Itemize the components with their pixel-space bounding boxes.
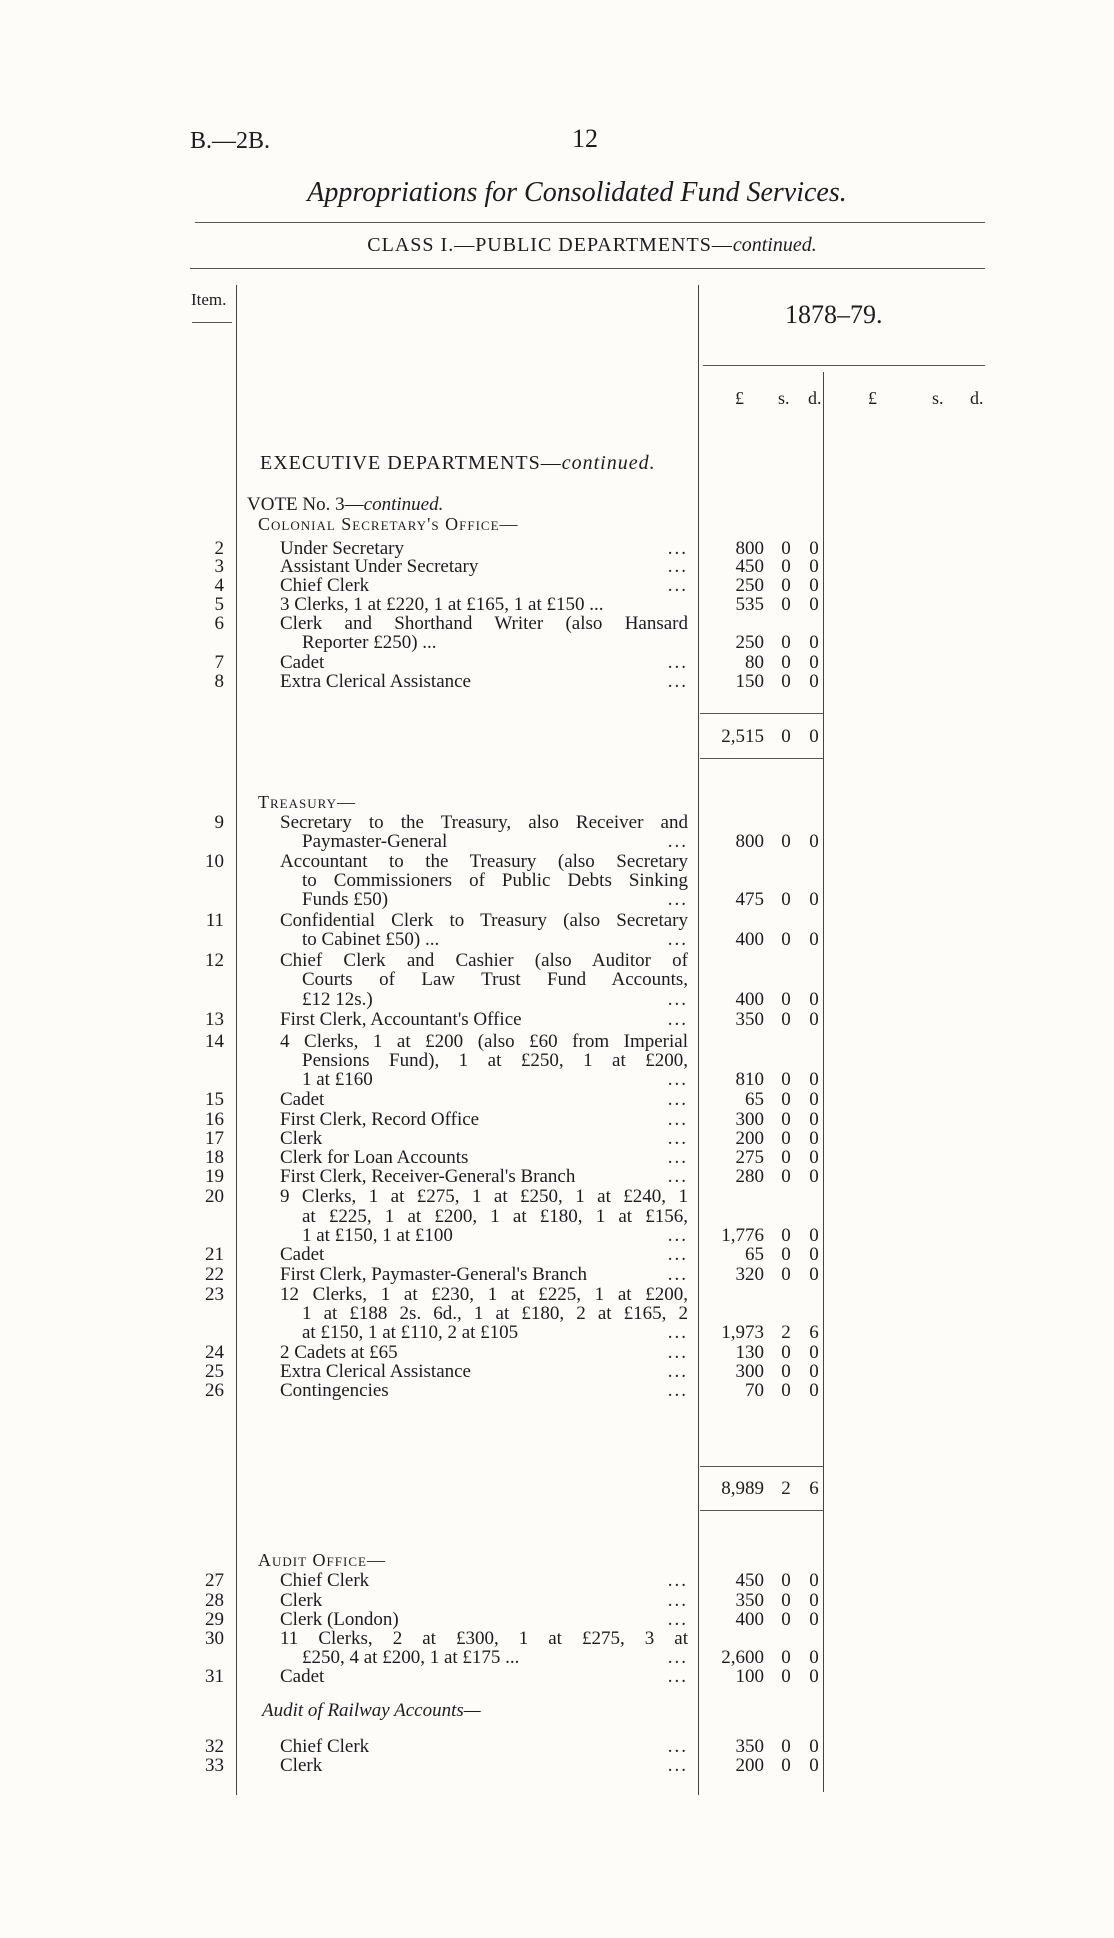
amount-pence: 0 [809,538,819,559]
item-description: Chief Clerk [280,1736,370,1757]
amount-pounds: 350 [735,1590,764,1611]
amount-pence: 0 [809,1128,819,1149]
amount-pence: 0 [809,1590,819,1611]
item-number: 28 [205,1590,224,1611]
amount-pence: 0 [809,575,819,596]
leader-dots: ... [667,1570,688,1591]
item-description: Clerk [280,1128,323,1149]
pounds-header: £ [735,388,744,408]
amount-pence: 0 [809,632,819,653]
amount-shillings: 0 [781,1361,791,1382]
item-number: 3 [214,556,224,577]
item-description: 12 Clerks, 1 at £230, 1 at £225, 1 at £200, [280,1284,688,1305]
item-description: Cadet [280,652,325,673]
amount-shillings: 0 [781,1647,791,1668]
item-description: Chief Clerk [280,575,370,596]
pence-header-2: d. [970,388,984,408]
leader-dots: ... [667,989,688,1010]
year-heading: 1878–79. [785,300,883,329]
amount-shillings: 0 [781,1755,791,1776]
item-description: Cadet [280,1244,325,1265]
amount-pounds: 800 [735,538,764,559]
table-row [0,1284,1114,1305]
amount-shillings: 0 [781,1666,791,1687]
item-number: 20 [205,1186,224,1207]
table-row [0,889,1114,910]
page-number: 12 [572,124,598,153]
class-title-suffix: continued. [732,234,817,256]
amount-pounds: 70 [745,1380,764,1401]
item-number: 33 [205,1755,224,1776]
table-row [0,1609,1114,1630]
amount-shillings: 0 [781,1069,791,1090]
shillings-header-2: s. [932,388,944,408]
leader-dots: ... [667,671,688,692]
section-title [260,452,656,475]
item-description: Chief Clerk and Cashier (also Auditor of [280,950,688,971]
table-row [0,1342,1114,1363]
table-row [0,950,1114,971]
amount-pounds: 450 [735,556,764,577]
treasury-subtotal-pounds: 8,989 [721,1478,764,1499]
amount-pounds: 1,973 [721,1322,764,1343]
table-row [0,1109,1114,1130]
class-heading [0,234,1114,257]
leader-dots: ... [667,538,688,559]
amount-pence: 6 [809,1322,819,1343]
amount-pounds: 300 [735,1109,764,1130]
year-rule [703,365,985,366]
item-number: 22 [205,1264,224,1285]
item-number: 23 [205,1284,224,1305]
table-row [0,1647,1114,1668]
amount-pence: 0 [809,1147,819,1168]
leader-dots: ... [667,1128,688,1149]
amount-pence: 0 [809,1225,819,1246]
amount-pounds: 350 [735,1736,764,1757]
amount-pounds: 200 [735,1755,764,1776]
class-rule [190,268,985,269]
table-row [0,1206,1114,1227]
amount-pounds: 1,776 [721,1225,764,1246]
table-row [0,870,1114,891]
item-description: Assistant Under Secretary [280,556,479,577]
amount-pounds: 65 [745,1089,764,1110]
item-description: 3 Clerks, 1 at £220, 1 at £165, 1 at £150 ... [280,594,604,615]
amount-pounds: 350 [735,1009,764,1030]
amount-pence: 0 [809,1166,819,1187]
table-row [0,632,1114,653]
amount-pence: 0 [809,1361,819,1382]
amount-pence: 0 [809,1069,819,1090]
table-row [0,989,1114,1010]
table-row [0,652,1114,673]
amount-shillings: 0 [781,1109,791,1130]
table-row [0,831,1114,852]
table-row [0,1570,1114,1591]
vote-title [247,494,443,516]
amount-pence: 0 [809,1647,819,1668]
leader-dots: ... [667,1361,688,1382]
colonial-subtotal-pence: 0 [809,726,819,747]
leader-dots: ... [667,1380,688,1401]
item-number: 27 [205,1570,224,1591]
item-number: 32 [205,1736,224,1757]
table-row [0,1322,1114,1343]
item-number: 19 [205,1166,224,1187]
amount-shillings: 0 [781,1128,791,1149]
item-number: 12 [205,950,224,971]
item-number: 14 [205,1031,224,1052]
colonial-subtotal-rule-bottom [700,758,823,759]
amount-pounds: 400 [735,929,764,950]
item-number: 13 [205,1009,224,1030]
treasury-subtotal-rule-bottom [700,1510,823,1511]
table-row [0,1590,1114,1611]
leader-dots: ... [667,1736,688,1757]
amount-pence: 0 [809,556,819,577]
table-row [0,1244,1114,1265]
table-row [0,556,1114,577]
table-row [0,969,1114,990]
item-description: at £150, 1 at £110, 2 at £105 [302,1322,519,1343]
amount-shillings: 0 [781,1380,791,1401]
item-description: Cadet [280,1089,325,1110]
item-description: 4 Clerks, 1 at £200 (also £60 from Imperial [280,1031,688,1052]
item-description: Chief Clerk [280,1570,370,1591]
item-number: 7 [214,652,224,673]
table-row [0,1031,1114,1052]
amount-pounds: 535 [735,594,764,615]
leader-dots: ... [667,929,688,950]
amount-pence: 0 [809,1342,819,1363]
amount-pounds: 150 [735,671,764,692]
leader-dots: ... [667,1225,688,1246]
item-header-underline [192,322,232,323]
title-rule [195,222,985,223]
item-number: 21 [205,1244,224,1265]
amount-pence: 0 [809,1089,819,1110]
item-description: £250, 4 at £200, 1 at £175 ... [302,1647,520,1668]
amount-pence: 0 [809,594,819,615]
amount-shillings: 0 [781,1264,791,1285]
amount-pounds: 100 [735,1666,764,1687]
amount-shillings: 2 [781,1322,791,1343]
amount-shillings: 0 [781,1342,791,1363]
table-row [0,1736,1114,1757]
table-row [0,671,1114,692]
colonial-office-heading: Colonial Secretary's Office— [258,514,519,534]
amount-shillings: 0 [781,1147,791,1168]
item-number: 31 [205,1666,224,1687]
item-description: 9 Clerks, 1 at £275, 1 at £250, 1 at £240, 1 [280,1186,688,1207]
item-description: 1 at £188 2s. 6d., 1 at £180, 2 at £165, 2 [302,1303,688,1324]
item-description: First Clerk, Paymaster-General's Branch [280,1264,587,1285]
table-row [0,1186,1114,1207]
treasury-heading: Treasury— [258,792,356,812]
amount-pounds: 800 [735,831,764,852]
amount-pounds: 2,600 [721,1647,764,1668]
leader-dots: ... [667,1322,688,1343]
amount-pence: 0 [809,1570,819,1591]
item-number: 29 [205,1609,224,1630]
railway-audit-heading: Audit of Railway Accounts— [262,1700,481,1721]
item-description: Extra Clerical Assistance [280,1361,471,1382]
table-row [0,1050,1114,1071]
amount-shillings: 0 [781,889,791,910]
amount-shillings: 0 [781,1570,791,1591]
leader-dots: ... [667,831,688,852]
amount-shillings: 0 [781,556,791,577]
table-row [0,1303,1114,1324]
item-number: 15 [205,1089,224,1110]
table-row [0,1166,1114,1187]
amount-shillings: 0 [781,1225,791,1246]
shillings-header: s. [778,388,790,408]
item-description: Paymaster-General [302,831,448,852]
treasury-subtotal-rule-top [700,1466,823,1467]
amount-pounds: 810 [735,1069,764,1090]
item-description: at £225, 1 at £200, 1 at £180, 1 at £156, [302,1206,688,1227]
amount-pounds: 475 [735,889,764,910]
amount-shillings: 0 [781,671,791,692]
amount-pence: 0 [809,889,819,910]
amount-pence: 0 [809,1109,819,1130]
item-description: First Clerk, Receiver-General's Branch [280,1166,576,1187]
table-row [0,1755,1114,1776]
item-number: 6 [214,613,224,634]
amount-pounds: 250 [735,632,764,653]
item-description: Accountant to the Treasury (also Secretary [280,851,688,872]
item-description: Extra Clerical Assistance [280,671,471,692]
leader-dots: ... [667,1342,688,1363]
section-title-suffix: continued. [561,452,656,474]
pounds-header-2: £ [868,388,877,408]
leader-dots: ... [667,1069,688,1090]
leader-dots: ... [667,1609,688,1630]
item-number: 25 [205,1361,224,1382]
amount-pounds: 80 [745,652,764,673]
table-row [0,1628,1114,1649]
item-description: Funds £50) [302,889,389,910]
item-number: 18 [205,1147,224,1168]
amount-shillings: 0 [781,831,791,852]
item-number: 9 [214,812,224,833]
amount-pence: 0 [809,1755,819,1776]
table-row [0,613,1114,634]
leader-dots: ... [667,1264,688,1285]
amount-shillings: 0 [781,1244,791,1265]
colonial-subtotal-shillings: 0 [781,726,791,747]
amount-shillings: 0 [781,594,791,615]
item-description: First Clerk, Record Office [280,1109,480,1130]
item-description: Reporter £250) ... [302,632,437,653]
item-description: Secretary to the Treasury, also Receiver and [280,812,688,833]
item-description: Under Secretary [280,538,404,559]
treasury-subtotal-shillings: 2 [781,1478,791,1499]
leader-dots: ... [667,1590,688,1611]
item-description: Pensions Fund), 1 at £250, 1 at £200, [302,1050,688,1071]
leader-dots: ... [667,1647,688,1668]
item-description: Clerk [280,1590,323,1611]
amount-shillings: 0 [781,1089,791,1110]
amount-pounds: 65 [745,1244,764,1265]
item-description: 2 Cadets at £65 [280,1342,398,1363]
amount-shillings: 0 [781,1590,791,1611]
table-row [0,812,1114,833]
item-description: 11 Clerks, 2 at £300, 1 at £275, 3 at [280,1628,688,1649]
amount-pounds: 400 [735,1609,764,1630]
leader-dots: ... [667,1666,688,1687]
item-description: First Clerk, Accountant's Office [280,1009,522,1030]
amount-shillings: 0 [781,1009,791,1030]
amount-pence: 0 [809,929,819,950]
amount-shillings: 0 [781,1609,791,1630]
item-description: 1 at £160 [302,1069,373,1090]
item-number: 17 [205,1128,224,1149]
amount-shillings: 0 [781,575,791,596]
page-title: Appropriations for Consolidated Fund Services. [307,177,847,208]
table-row [0,851,1114,872]
leader-dots: ... [667,1755,688,1776]
item-description: Clerk and Shorthand Writer (also Hansard [280,613,688,634]
item-description: Confidential Clerk to Treasury (also Secretary [280,910,688,931]
item-number: 16 [205,1109,224,1130]
item-column-header: Item. [191,290,227,309]
item-number: 8 [214,671,224,692]
table-row [0,1089,1114,1110]
leader-dots: ... [667,1089,688,1110]
amount-shillings: 0 [781,929,791,950]
amount-shillings: 0 [781,538,791,559]
class-title: CLASS I.—PUBLIC DEPARTMENTS— [367,234,733,256]
item-number: 26 [205,1380,224,1401]
item-number: 24 [205,1342,224,1363]
table-row [0,1264,1114,1285]
amount-pounds: 130 [735,1342,764,1363]
table-row [0,1666,1114,1687]
amount-shillings: 0 [781,1166,791,1187]
colonial-subtotal-pounds: 2,515 [721,726,764,747]
amount-pounds: 450 [735,1570,764,1591]
item-number: 30 [205,1628,224,1649]
item-description: Clerk for Loan Accounts [280,1147,469,1168]
leader-dots: ... [667,556,688,577]
item-description: Clerk [280,1755,323,1776]
table-row [0,1128,1114,1149]
item-description: Contingencies [280,1380,389,1401]
item-description: 1 at £150, 1 at £100 [302,1225,453,1246]
vote-title-text: VOTE No. 3— [247,494,364,515]
amount-pence: 0 [809,1736,819,1757]
amount-pence: 0 [809,1380,819,1401]
amount-pounds: 275 [735,1147,764,1168]
leader-dots: ... [667,652,688,673]
amount-pounds: 320 [735,1264,764,1285]
colonial-subtotal-rule-top [700,713,823,714]
leader-dots: ... [667,575,688,596]
amount-pence: 0 [809,989,819,1010]
item-description: to Commissioners of Public Debts Sinking [302,870,688,891]
amount-pounds: 280 [735,1166,764,1187]
item-number: 11 [205,910,224,931]
item-number: 4 [214,575,224,596]
leader-dots: ... [667,889,688,910]
item-number: 5 [214,594,224,615]
amount-pounds: 200 [735,1128,764,1149]
document-reference: B.—2B. [190,128,271,154]
amount-pounds: 400 [735,989,764,1010]
amount-shillings: 0 [781,652,791,673]
amount-pence: 0 [809,671,819,692]
amount-pence: 0 [809,652,819,673]
amount-shillings: 0 [781,632,791,653]
leader-dots: ... [667,1009,688,1030]
section-title-text: EXECUTIVE DEPARTMENTS— [260,452,562,474]
amount-pence: 0 [809,1609,819,1630]
vote-title-suffix: continued. [363,494,444,515]
table-row [0,929,1114,950]
table-row [0,1225,1114,1246]
amount-pounds: 300 [735,1361,764,1382]
table-row [0,1009,1114,1030]
table-row [0,1147,1114,1168]
amount-pence: 0 [809,1009,819,1030]
item-description: Cadet [280,1666,325,1687]
amount-pounds: 250 [735,575,764,596]
table-row [0,1361,1114,1382]
item-description: £12 12s.) [302,989,373,1010]
table-row [0,575,1114,596]
item-description: Courts of Law Trust Fund Accounts, [302,969,688,990]
table-row [0,1069,1114,1090]
pence-header: d. [808,388,822,408]
item-description: Clerk (London) [280,1609,399,1630]
leader-dots: ... [667,1147,688,1168]
item-number: 2 [214,538,224,559]
table-row [0,1380,1114,1401]
audit-office-heading: Audit Office— [258,1550,386,1570]
leader-dots: ... [667,1244,688,1265]
amount-pence: 0 [809,831,819,852]
item-description: to Cabinet £50) ... [302,929,440,950]
amount-shillings: 0 [781,989,791,1010]
table-row [0,910,1114,931]
leader-dots: ... [667,1109,688,1130]
item-number: 10 [205,851,224,872]
treasury-subtotal-pence: 6 [809,1478,819,1499]
amount-shillings: 0 [781,1736,791,1757]
amount-pence: 0 [809,1666,819,1687]
table-row [0,594,1114,615]
amount-pence: 0 [809,1264,819,1285]
leader-dots: ... [667,1166,688,1187]
amount-pence: 0 [809,1244,819,1265]
